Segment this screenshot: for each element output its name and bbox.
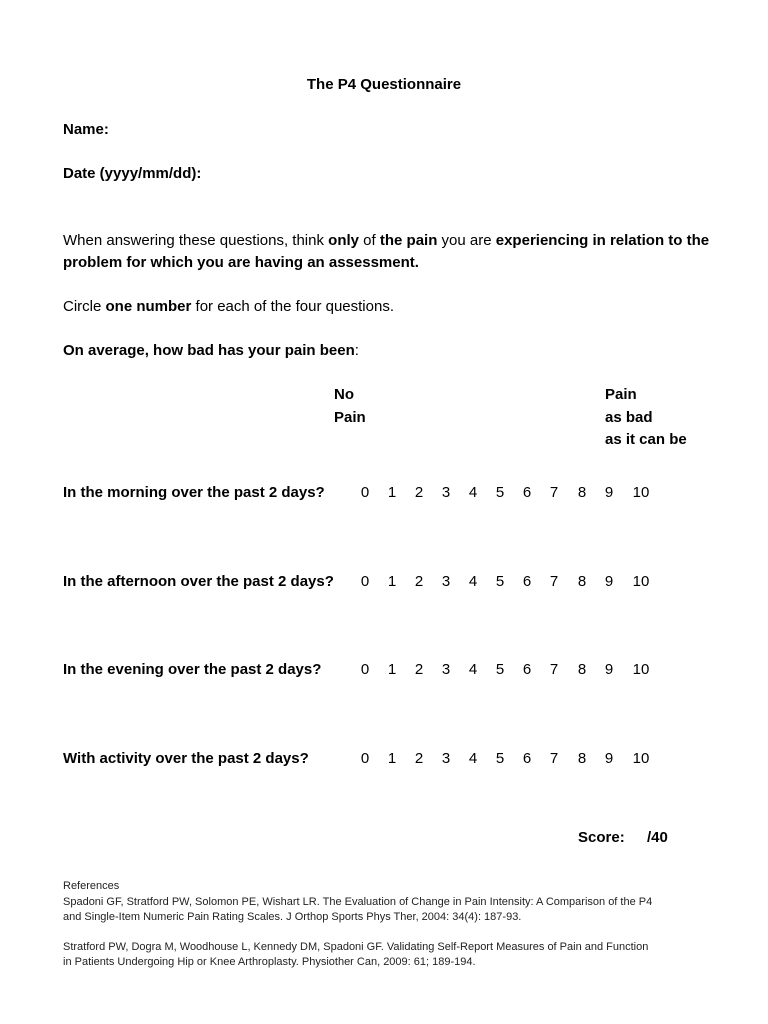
rating-option[interactable]: 3	[441, 750, 451, 767]
rating-option[interactable]: 10	[632, 573, 650, 590]
scale-high-anchor-line: as bad	[605, 408, 653, 426]
instruction-text-run: When answering these questions, think	[63, 232, 329, 249]
rating-option[interactable]: 1	[387, 573, 397, 590]
instruction-text-run: you are	[437, 232, 496, 249]
rating-option[interactable]: 7	[549, 750, 559, 767]
rating-option[interactable]: 5	[495, 661, 505, 678]
rating-option[interactable]: 4	[468, 573, 478, 590]
scale-high-anchor-line: Pain	[605, 386, 637, 403]
rating-option[interactable]: 8	[577, 484, 587, 501]
average-pain-prompt	[63, 340, 713, 362]
scale-high-anchor	[605, 384, 687, 452]
scale-low-anchor-line: Pain	[334, 408, 366, 426]
date-field-label: Date (yyyy/mm/dd):	[63, 165, 202, 182]
rating-option[interactable]: 4	[468, 750, 478, 767]
rating-option[interactable]: 9	[604, 750, 614, 767]
rating-option[interactable]: 9	[604, 484, 614, 501]
rating-option[interactable]: 5	[495, 573, 505, 590]
rating-option[interactable]: 7	[549, 661, 559, 678]
rating-option[interactable]: 3	[441, 661, 451, 678]
circle-instruction	[63, 296, 713, 318]
rating-option[interactable]: 8	[577, 750, 587, 767]
rating-option[interactable]: 2	[414, 661, 424, 678]
rating-option[interactable]: 0	[360, 573, 370, 590]
reference-line: Stratford PW, Dogra M, Woodhouse L, Kennedy DM, Spadoni GF. Validating Self-Report Measures of Pain and Function	[63, 940, 649, 953]
rating-option[interactable]: 2	[414, 484, 424, 501]
rating-option[interactable]: 0	[360, 484, 370, 501]
rating-option[interactable]: 6	[522, 750, 532, 767]
rating-option[interactable]: 4	[468, 484, 478, 501]
rating-option[interactable]: 9	[604, 661, 614, 678]
reference-line: Spadoni GF, Stratford PW, Solomon PE, Wishart LR. The Evaluation of Change in Pain Intensity: A Comparison of the P4	[63, 895, 653, 908]
rating-option[interactable]: 2	[414, 750, 424, 767]
rating-option[interactable]: 3	[441, 573, 451, 590]
scale-low-anchor	[334, 384, 366, 429]
rating-option[interactable]: 0	[360, 661, 370, 678]
rating-option[interactable]: 1	[387, 661, 397, 678]
instruction-text-run: the pain	[379, 232, 438, 249]
reference-line: and Single-Item Numeric Pain Rating Scales. J Orthop Sports Phys Ther, 2004: 34(4): 187-93.	[63, 911, 522, 923]
instruction-text-run: Circle	[63, 298, 106, 315]
rating-option[interactable]: 1	[387, 484, 397, 501]
rating-option[interactable]: 10	[632, 750, 650, 767]
instruction-text-run: one number	[105, 298, 192, 315]
question-label: In the morning over the past 2 days?	[63, 484, 325, 501]
instruction-text-run: On average, how bad has your pain been	[63, 342, 355, 359]
instructions-paragraph	[63, 230, 713, 274]
question-label: In the evening over the past 2 days?	[63, 661, 322, 678]
references-section	[63, 879, 652, 971]
rating-option[interactable]: 8	[577, 573, 587, 590]
rating-option[interactable]: 9	[604, 573, 614, 590]
instruction-text-run: only	[328, 232, 359, 249]
instruction-text-run: of	[359, 232, 380, 249]
rating-option[interactable]: 6	[522, 661, 532, 678]
rating-option[interactable]: 10	[632, 661, 650, 678]
instruction-text-run: for each of the four questions.	[191, 298, 394, 315]
score-total: /40	[647, 829, 668, 846]
references-heading: References	[63, 880, 120, 892]
question-label: With activity over the past 2 days?	[63, 750, 309, 767]
rating-option[interactable]: 8	[577, 661, 587, 678]
rating-option[interactable]: 7	[549, 484, 559, 501]
instruction-text-run: :	[354, 342, 359, 359]
rating-option[interactable]: 1	[387, 750, 397, 767]
rating-option[interactable]: 4	[468, 661, 478, 678]
reference-line: in Patients Undergoing Hip or Knee Arthroplasty. Physiother Can, 2009: 61; 189-194.	[63, 956, 476, 968]
score-label: Score:	[578, 829, 625, 846]
scale-high-anchor-line: as it can be	[605, 431, 687, 448]
rating-option[interactable]: 6	[522, 484, 532, 501]
rating-option[interactable]: 2	[414, 573, 424, 590]
page-title: The P4 Questionnaire	[306, 76, 462, 93]
question-label: In the afternoon over the past 2 days?	[63, 573, 334, 590]
rating-option[interactable]: 10	[632, 484, 650, 501]
rating-option[interactable]: 6	[522, 573, 532, 590]
scale-low-anchor-line: No	[334, 386, 354, 403]
rating-option[interactable]: 3	[441, 484, 451, 501]
rating-option[interactable]: 7	[549, 573, 559, 590]
rating-option[interactable]: 5	[495, 750, 505, 767]
rating-option[interactable]: 5	[495, 484, 505, 501]
name-field-label: Name:	[63, 121, 109, 138]
instruction-text-run: experiencing in relation to the problem for which you are having an assessment.	[63, 232, 710, 271]
rating-option[interactable]: 0	[360, 750, 370, 767]
